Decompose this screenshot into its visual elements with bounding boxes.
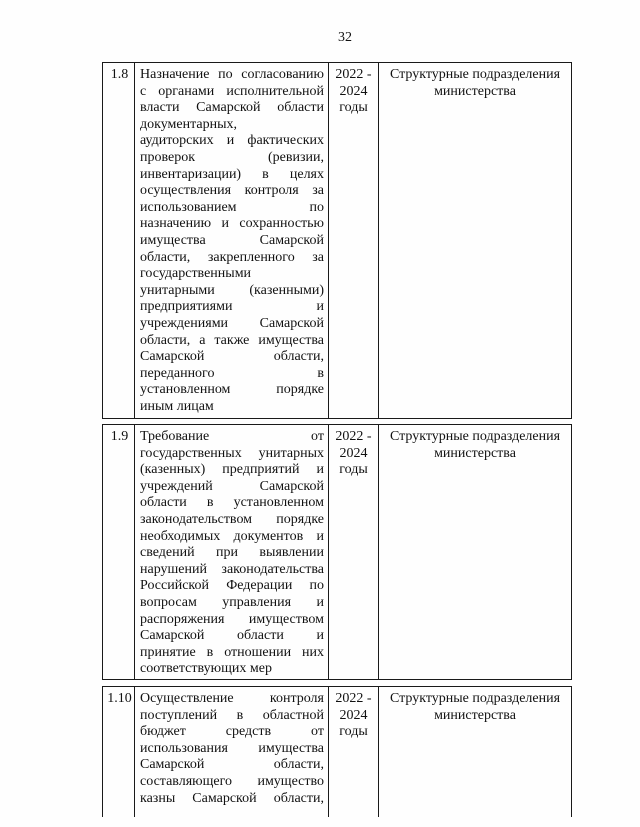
- description-line: Осуществление контроля: [140, 691, 324, 706]
- description-cell: [134, 63, 328, 418]
- period-line: 2024: [339, 445, 368, 461]
- description-line: назначению и сохранностью: [140, 216, 324, 232]
- description-cell: [134, 687, 328, 817]
- description-line: проверок (ревизии,: [140, 149, 324, 165]
- item-number-cell: 1.9: [110, 429, 129, 444]
- description-line: законодательством порядке: [140, 511, 324, 527]
- responsible-line: Структурные подразделения: [389, 67, 561, 82]
- description-line: переданного в: [140, 365, 324, 381]
- responsible-cell: [378, 425, 571, 679]
- page-number: 32: [338, 30, 352, 45]
- description-line: установленном порядке: [140, 382, 324, 398]
- description-line: распоряжения имуществом: [140, 611, 324, 627]
- table-row: [102, 424, 572, 680]
- item-number-cell: 1.10: [107, 691, 132, 706]
- description-line: учреждений Самарской: [140, 478, 324, 494]
- period-cell: [328, 63, 378, 418]
- description-line: государственных унитарных: [140, 445, 324, 461]
- description-line: власти Самарской области: [140, 100, 324, 116]
- description-line: инвентаризации) в целях: [140, 166, 324, 182]
- responsible-line: Структурные подразделения: [389, 429, 561, 444]
- responsible-line: министерства: [434, 83, 516, 99]
- period-line: 2024: [339, 83, 368, 99]
- period-line: 2022 -: [335, 429, 372, 444]
- period-line: годы: [339, 462, 368, 478]
- period-line: 2024: [339, 707, 368, 723]
- period-cell: [328, 687, 378, 817]
- description-cell: [134, 425, 328, 679]
- item-number-cell: 1.8: [110, 67, 129, 82]
- description-line: области, а также имущества: [140, 332, 324, 348]
- description-line: учреждениями Самарской: [140, 315, 324, 331]
- period-cell: [328, 425, 378, 679]
- description-line: необходимых документов и: [140, 528, 324, 544]
- responsible-line: министерства: [434, 445, 516, 461]
- description-line: Требование от: [140, 429, 324, 444]
- period-line: 2022 -: [335, 67, 372, 82]
- period-line: годы: [339, 100, 368, 116]
- description-line: (казенных) предприятий и: [140, 462, 324, 478]
- description-line: Российской Федерации по: [140, 578, 324, 594]
- description-line: принятие в отношении них: [140, 644, 324, 660]
- description-line: использованием по: [140, 199, 324, 215]
- description-line: нарушений законодательства: [140, 561, 324, 577]
- table-row: [102, 686, 572, 817]
- description-line: вопросам управления и: [140, 594, 324, 610]
- responsible-line: Структурные подразделения: [389, 691, 561, 706]
- description-line: имущества Самарской: [140, 232, 324, 248]
- description-line: соответствующих мер: [140, 661, 272, 677]
- description-line: поступлений в областной: [140, 707, 324, 723]
- responsible-line: министерства: [434, 707, 516, 723]
- description-line: Назначение по согласованию: [140, 67, 324, 82]
- description-line: государственными: [140, 266, 252, 282]
- table-row: [102, 62, 572, 419]
- description-line: с органами исполнительной: [140, 83, 324, 99]
- description-line: унитарными (казенными): [140, 282, 324, 298]
- description-line: области, закрепленного за: [140, 249, 324, 265]
- period-line: 2022 -: [335, 691, 372, 706]
- description-line: Самарской области и: [140, 628, 324, 644]
- description-line: Самарской области,: [140, 349, 324, 365]
- description-line: области в установленном: [140, 495, 324, 511]
- description-line: казны Самарской области,: [140, 790, 324, 806]
- responsible-cell: [378, 63, 571, 418]
- description-line: составляющего имущество: [140, 773, 324, 789]
- description-line: осуществления контроля за: [140, 183, 324, 199]
- description-line: бюджет средств от: [140, 724, 324, 740]
- description-line: Самарской области,: [140, 757, 324, 773]
- description-line: аудиторских и фактических: [140, 133, 324, 149]
- description-line: использования имущества: [140, 740, 324, 756]
- description-line: сведений при выявлении: [140, 545, 324, 561]
- description-line: иным лицам: [140, 398, 214, 414]
- description-line: документарных,: [140, 116, 238, 132]
- description-line: предприятиями и: [140, 299, 324, 315]
- responsible-cell: [378, 687, 571, 817]
- period-line: годы: [339, 724, 368, 740]
